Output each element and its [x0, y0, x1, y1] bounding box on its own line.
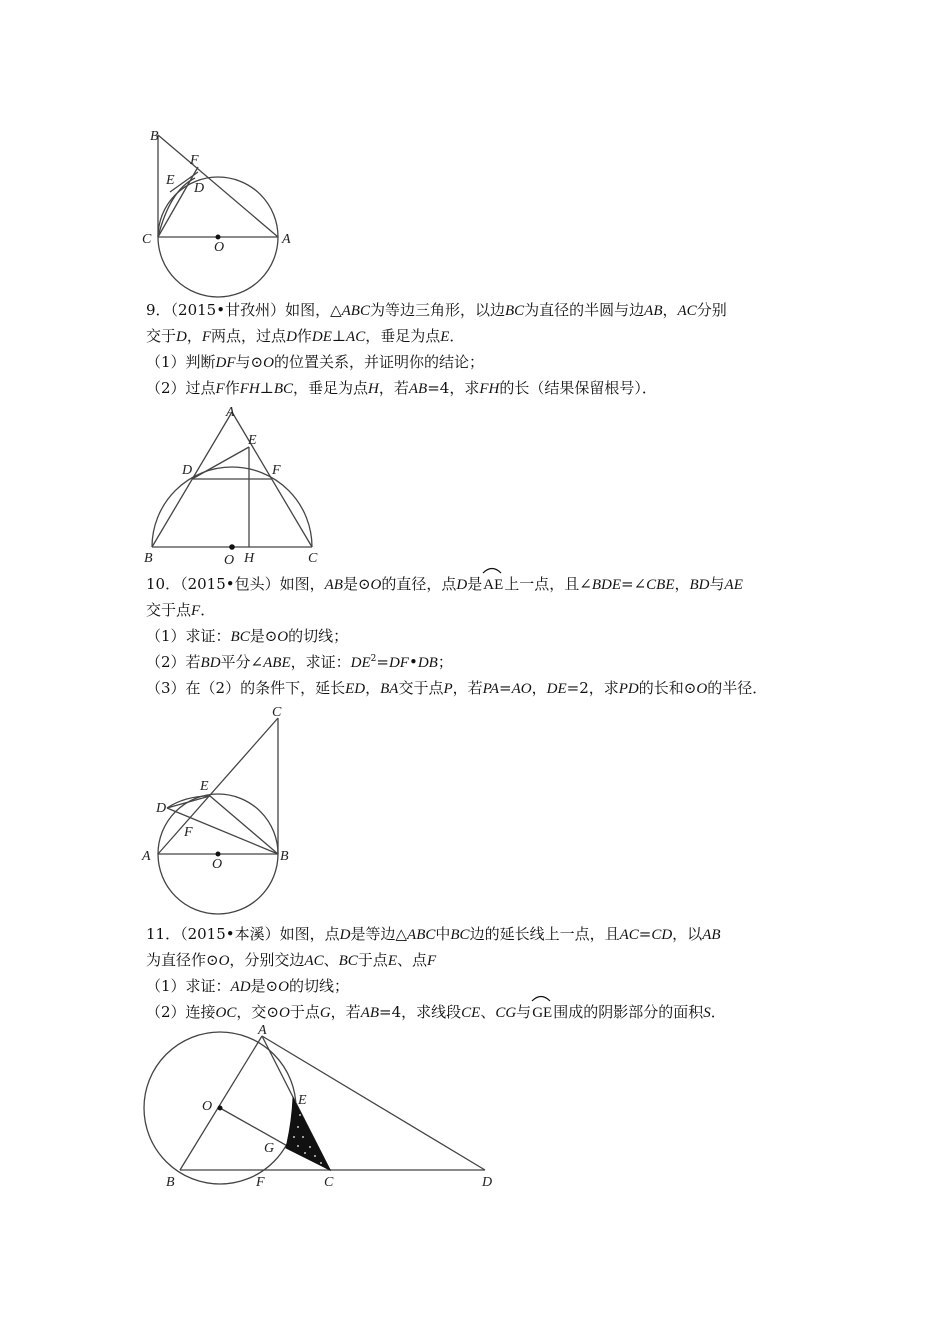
text: 是等边△	[350, 925, 408, 943]
math: BA	[380, 681, 399, 697]
text: =	[376, 653, 389, 671]
text: 的切线；	[288, 977, 349, 995]
math: AB	[644, 303, 663, 319]
text: 上一点，且∠	[504, 575, 592, 593]
math: BC	[338, 953, 358, 969]
arc-AE	[482, 573, 504, 598]
math: FH	[479, 381, 500, 397]
math: BC	[450, 927, 470, 943]
text: 作	[224, 379, 240, 397]
label-A: A	[142, 849, 151, 864]
label-O: O	[212, 857, 223, 872]
label-F: F	[190, 153, 199, 168]
math: CG	[495, 1005, 517, 1021]
label-D: D	[156, 801, 167, 816]
label-D: D	[482, 1175, 493, 1190]
text: =4，求线段	[379, 1003, 462, 1021]
math: AO	[511, 681, 532, 697]
text: ，若	[378, 379, 409, 397]
text: 是	[467, 575, 483, 593]
arc-mark-icon	[482, 566, 502, 574]
text: =∠	[621, 575, 647, 593]
text: 两点，过点	[211, 327, 287, 345]
text: 于点	[357, 951, 388, 969]
label-B: B	[166, 1175, 175, 1190]
figure-10	[140, 700, 310, 920]
text: 分别	[696, 301, 727, 319]
math: O	[278, 979, 289, 995]
text: （1）求证：	[146, 977, 231, 995]
math: AB	[324, 577, 343, 593]
text: ．	[200, 601, 216, 619]
label-B: B	[144, 551, 153, 566]
text: 为直径作⊙	[146, 951, 219, 969]
math: DE	[546, 681, 567, 697]
text: ．	[449, 327, 465, 345]
text: ，求证：	[290, 653, 351, 671]
math: D	[176, 329, 187, 345]
problem-10-question-3	[146, 676, 826, 702]
text: 的直径，点	[381, 575, 457, 593]
text: 与⊙	[235, 353, 264, 371]
math: AB	[702, 927, 721, 943]
math: H	[368, 381, 379, 397]
text: ，若	[452, 679, 483, 697]
arc-text: AE	[483, 577, 504, 593]
math: OC	[215, 1005, 237, 1021]
label-E: E	[200, 779, 209, 794]
problem-10-source: （2015•包头）	[180, 575, 280, 593]
label-F: F	[184, 825, 193, 840]
text: 为直径的半圆与边	[524, 301, 645, 319]
label-F: F	[272, 463, 281, 478]
text: ，	[662, 301, 678, 319]
math: D	[339, 927, 351, 943]
arc-GE	[531, 1001, 553, 1026]
text: 交于点	[146, 601, 192, 619]
math: BD	[689, 577, 710, 593]
label-C: C	[272, 705, 282, 720]
label-F: F	[256, 1175, 265, 1190]
text: =2，求	[566, 679, 619, 697]
problem-10-line-1	[146, 572, 826, 598]
label-C: C	[142, 232, 152, 247]
text: 是⊙	[250, 977, 279, 995]
problem-9-line-2	[146, 324, 826, 350]
text: =4，求	[427, 379, 480, 397]
label-B: B	[280, 849, 289, 864]
label-O: O	[202, 1099, 213, 1114]
math: CE	[461, 1005, 481, 1021]
problem-10-question-1	[146, 624, 826, 650]
math: G	[319, 1005, 331, 1021]
math: BD	[200, 655, 221, 671]
text: ，交⊙	[236, 1003, 279, 1021]
math: P	[443, 681, 453, 697]
problem-11-question-1	[146, 974, 826, 1000]
math: AC	[304, 953, 324, 969]
label-O: O	[224, 553, 235, 568]
problem-9	[146, 298, 826, 402]
text: 作	[296, 327, 312, 345]
arc-mark-icon	[531, 994, 551, 1002]
math: O	[278, 1005, 290, 1021]
figure-11	[140, 1022, 510, 1197]
figure-8	[140, 120, 310, 295]
math: O	[696, 681, 708, 697]
label-C: C	[308, 551, 318, 566]
label-E: E	[298, 1093, 307, 1108]
math: F	[215, 381, 225, 397]
text: 中	[435, 925, 451, 943]
math: BC	[504, 303, 525, 319]
text: ⊥	[331, 327, 347, 345]
figure-10-diagram	[140, 700, 310, 920]
problem-10-number: 10．	[146, 575, 181, 593]
text: （1）判断	[146, 353, 216, 371]
math: AC	[677, 303, 697, 319]
text: 、	[323, 951, 339, 969]
math: AC	[619, 927, 639, 943]
math: O	[370, 577, 382, 593]
math: AB	[408, 381, 428, 397]
math: AB	[360, 1005, 380, 1021]
problem-11-line-2	[146, 948, 826, 974]
figure-9-diagram	[140, 402, 330, 570]
text: （2）若	[146, 653, 201, 671]
arc-text: GE	[532, 1005, 553, 1021]
math: BDE	[591, 577, 622, 593]
problem-9-question-2	[146, 376, 826, 402]
math: D	[456, 577, 468, 593]
text: 交于点	[398, 679, 444, 697]
math: AE	[724, 577, 743, 593]
problem-11-line-1	[146, 922, 826, 948]
text: 、点	[396, 951, 427, 969]
label-D: D	[194, 181, 205, 196]
math: O	[263, 355, 274, 371]
math: AD	[230, 979, 251, 995]
problem-10-question-2	[146, 650, 826, 676]
math: CD	[651, 927, 673, 943]
math: DE	[311, 329, 332, 345]
text: （2）过点	[146, 379, 216, 397]
label-H: H	[244, 551, 255, 566]
text: 平分∠	[220, 653, 264, 671]
label-C: C	[324, 1175, 334, 1190]
text: ⊥	[259, 379, 274, 397]
figure-11-diagram	[140, 1022, 510, 1197]
math: O	[218, 953, 230, 969]
text: =	[638, 925, 652, 943]
text: 与	[709, 575, 725, 593]
math: BC	[273, 381, 294, 397]
text: ，垂足为点	[293, 379, 369, 397]
math: E	[440, 329, 450, 345]
text: ，垂足为点	[365, 327, 441, 345]
text: 是⊙	[342, 575, 371, 593]
problem-9-line-1	[146, 298, 826, 324]
exponent: 2	[370, 654, 377, 664]
problem-11	[146, 922, 826, 1026]
text: 的位置关系，并证明你的结论；	[273, 353, 484, 371]
text: 的长（结果保留根号）．	[499, 379, 657, 397]
math: S	[703, 1005, 711, 1021]
math: F	[201, 329, 212, 345]
text: 是⊙	[249, 627, 278, 645]
text: 的长和⊙	[638, 679, 697, 697]
math: ABE	[263, 655, 291, 671]
math: E	[387, 953, 397, 969]
text: ，分别交边	[229, 951, 305, 969]
text: （1）求证：	[146, 627, 231, 645]
figure-8-diagram	[140, 120, 310, 295]
label-G: G	[264, 1141, 275, 1156]
text: ，以	[672, 925, 703, 943]
problem-9-source: （2015•甘孜州）	[170, 301, 286, 319]
math: PD	[618, 681, 639, 697]
problem-9-question-1	[146, 350, 826, 376]
label-D: D	[182, 463, 193, 478]
math: BC	[230, 629, 250, 645]
math: CBE	[646, 577, 675, 593]
label-E: E	[166, 173, 175, 188]
math: DF	[388, 655, 409, 671]
math: DF	[215, 355, 236, 371]
text: 如图，△	[285, 301, 342, 319]
label-A: A	[282, 232, 291, 247]
text: 于点	[289, 1003, 320, 1021]
label-B: B	[150, 129, 159, 144]
figure-9	[140, 402, 330, 570]
text: 边的延长线上一点，且	[469, 925, 620, 943]
text: （3）在（2）的条件下，延长	[146, 679, 346, 697]
text: ，	[186, 327, 202, 345]
text: 如图，点	[279, 925, 340, 943]
text: （2）连接	[146, 1003, 216, 1021]
problem-10	[146, 572, 826, 702]
text: •	[408, 653, 418, 671]
text: 的切线；	[288, 627, 349, 645]
text: ，	[674, 575, 690, 593]
math: ABC	[407, 927, 436, 943]
text: 交于	[146, 327, 177, 345]
text: 如图，	[279, 575, 325, 593]
math: D	[286, 329, 297, 345]
text: ，若	[330, 1003, 361, 1021]
problem-11-source: （2015•本溪）	[180, 925, 280, 943]
math: DE	[350, 655, 371, 671]
text: 与	[516, 1003, 532, 1021]
text: ，	[531, 679, 547, 697]
math: AC	[346, 329, 366, 345]
math: DB	[417, 655, 438, 671]
math: F	[427, 953, 437, 969]
text: 的半径．	[707, 679, 768, 697]
math: ABC	[341, 303, 370, 319]
problem-10-line-2	[146, 598, 826, 624]
text: ．	[710, 1003, 726, 1021]
math: ED	[345, 681, 366, 697]
label-E: E	[248, 433, 257, 448]
math: FH	[239, 381, 260, 397]
label-O: O	[214, 240, 225, 255]
label-A: A	[226, 405, 235, 420]
math: PA	[482, 681, 500, 697]
text: =	[499, 679, 512, 697]
text: 围成的阴影部分的面积	[553, 1003, 704, 1021]
text: 为等边三角形，以边	[369, 301, 505, 319]
text: ，	[365, 679, 381, 697]
text: 、	[480, 1003, 496, 1021]
problem-9-number: 9．	[146, 301, 171, 319]
label-A: A	[258, 1023, 267, 1038]
math: F	[191, 603, 201, 619]
problem-11-number: 11．	[146, 925, 181, 943]
text: ；	[437, 653, 453, 671]
math: O	[277, 629, 289, 645]
